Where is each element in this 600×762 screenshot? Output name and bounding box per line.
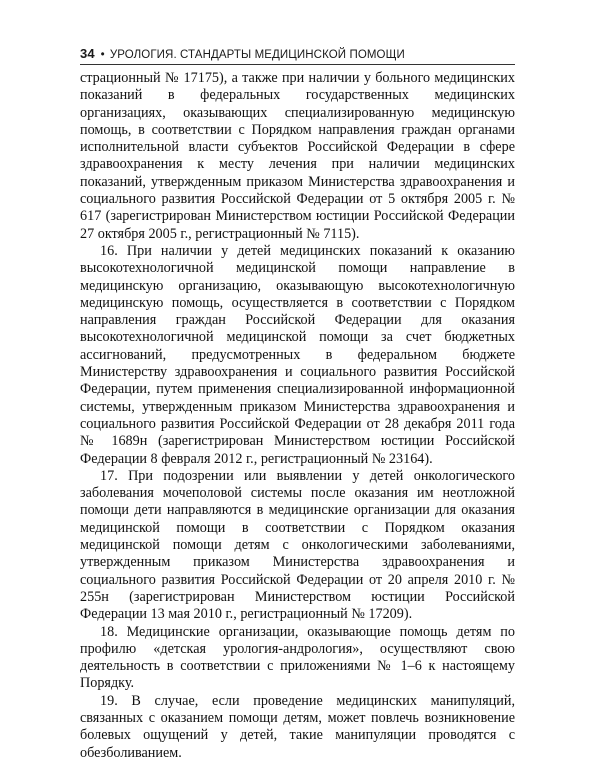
page-number: 34 xyxy=(80,46,95,61)
bullet-separator: • xyxy=(100,49,105,61)
header-rule xyxy=(80,64,515,65)
paragraph-17: 17. При подозрении или выявлении у детей онкологического заболевания мочеполовой системы после оказания им неотложной помощи дети направляются в медицинские организации для оказания медицинской помощи в соответствии с Порядком оказания медицинской помощи детям с онкологическими заболеваниями, утвержденным приказом Министерства здравоохранения и социального развития Российской Федерации от 20 апреля 2010 г. № 255н (зарегистрирован Министерством юстиции Российской Федерации 13 мая 2010 г., регистрационный № 17209). xyxy=(80,467,515,623)
page-body xyxy=(80,70,515,762)
running-header xyxy=(80,46,515,61)
paragraph-16: 16. При наличии у детей медицинских показаний к оказанию высокотехнологичной медицинской помощи направление в медицинскую организацию, оказывающую высокотехнологичную медицинскую помощь, осуществляется в соответствии с Порядком направления граждан Российской Федерации для оказания высокотехнологичной медицинской помощи за счет бюджетных ассигнований, предусмотренных в федеральном бюджете Министерству здравоохранения и социального развития Российской Федерации, путем применения специализированной информационной системы, утвержденным приказом Министерства здравоохранения и социального развития Российской Федерации от 28 декабря 2011 года № 1689н (зарегистрирован Министерством юстиции Российской Федерации 8 февраля 2012 г., регистрационный № 23164). xyxy=(80,242,515,467)
paragraph-continuation: страционный № 17175), а также при наличии у больного медицинских показаний в федеральных государственных медицинских организациях, оказывающих специализированную медицинскую помощь, в соответствии с Порядком направления граждан органами исполнительной власти субъектов Российской Федерации в сфере здравоохранения к месту лечения при наличии медицинских показаний, утвержденным приказом Министерства здравоохранения и социального развития Российской Федерации от 5 октября 2005 г. № 617 (зарегистрирован Министерством юстиции Российской Федерации 27 октября 2005 г., регистрационный № 7115). xyxy=(80,70,515,242)
paragraph-18: 18. Медицинские организации, оказывающие помощь детям по профилю «детская урология-андрология», осуществляют свою деятельность в соответствии с приложениями № 1–6 к настоящему Порядку. xyxy=(80,623,515,692)
paragraph-19: 19. В случае, если проведение медицинских манипуляций, связанных с оказанием помощи детям, может повлечь возникновение болевых ощущений у детей, такие манипуляции проводятся с обезболиванием. xyxy=(80,692,515,761)
running-title: УРОЛОГИЯ. СТАНДАРТЫ МЕДИЦИНСКОЙ ПОМОЩИ xyxy=(109,49,405,61)
